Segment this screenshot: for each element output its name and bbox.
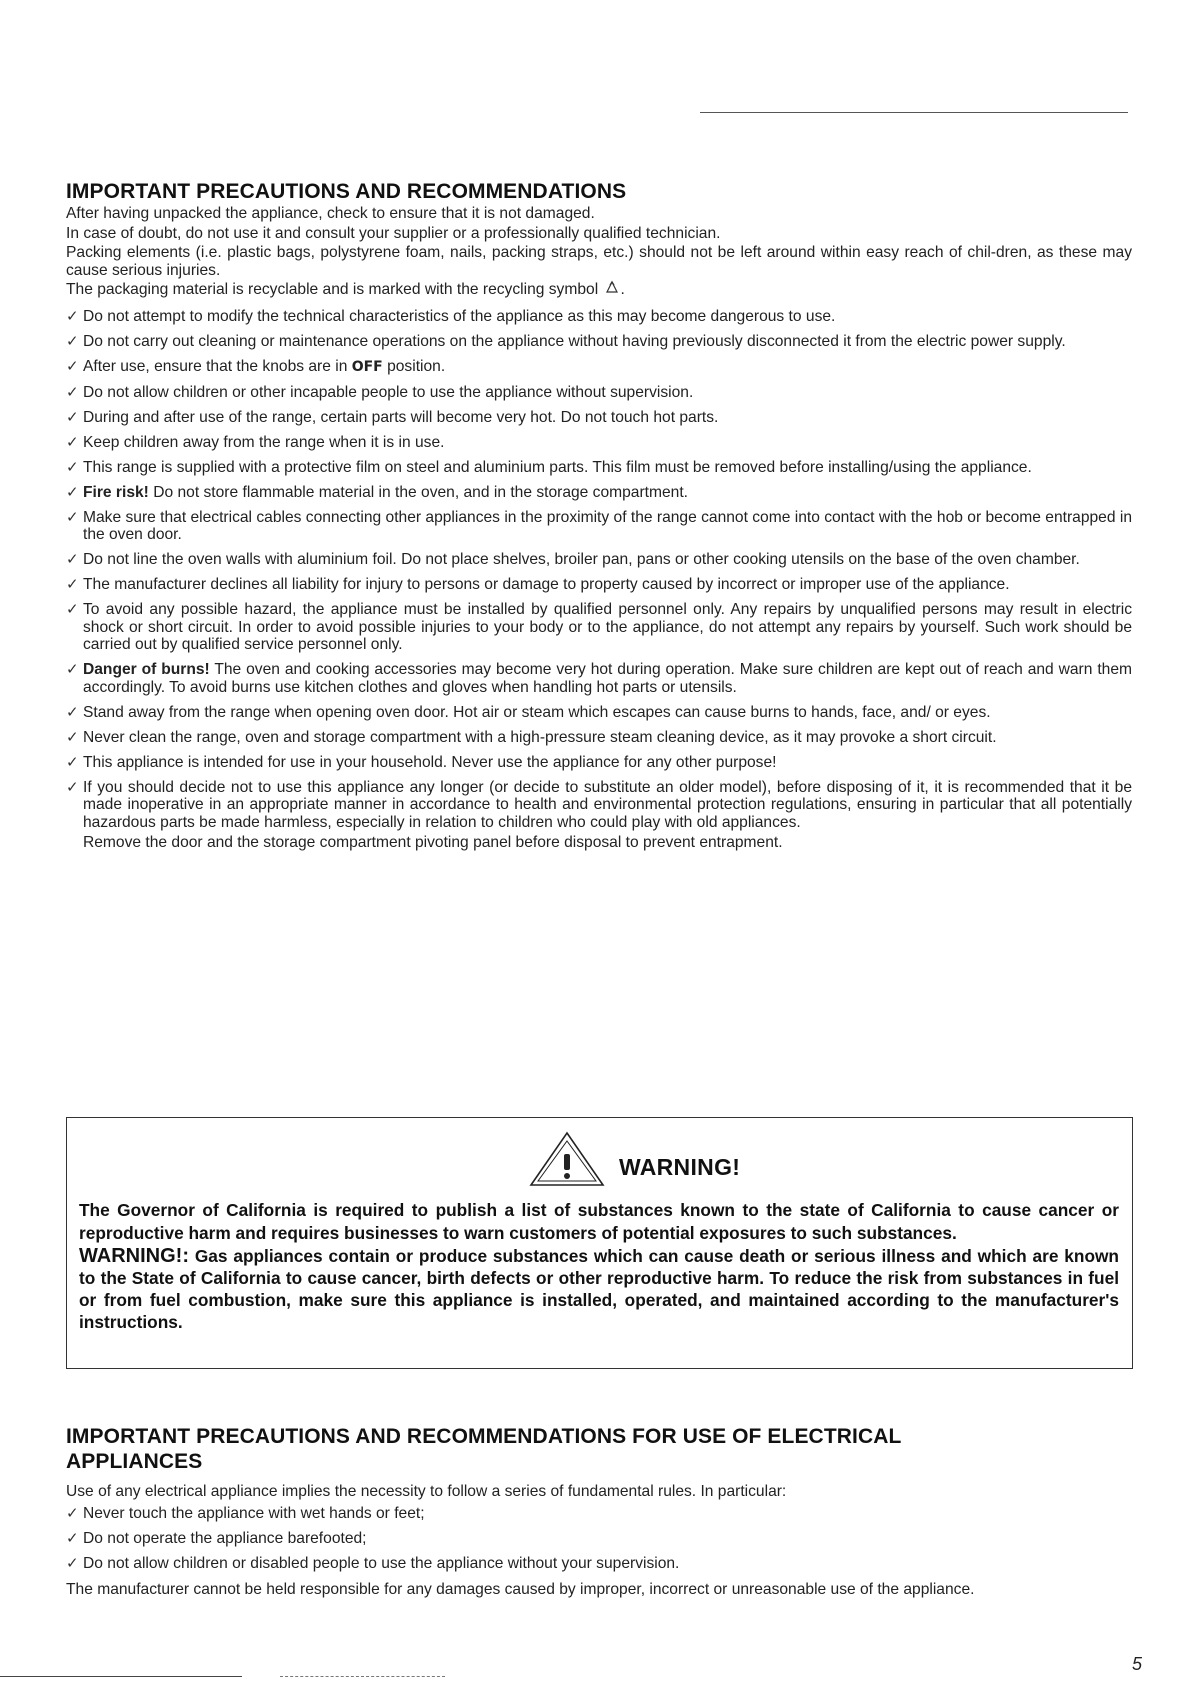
list-item: ✓ The manufacturer declines all liability for injury to persons or damage to property caused by incorrect or improper use of the appliance. bbox=[66, 576, 1010, 593]
list-item: ✓ Do not attempt to modify the technical characteristics of the appliance as this may become dangerous to use. bbox=[66, 307, 836, 325]
list-item: ✓ Do not allow children or other incapable people to use the appliance without supervision. bbox=[66, 383, 694, 401]
check-icon: ✓ bbox=[66, 458, 79, 476]
header-rule bbox=[700, 112, 1128, 113]
check-icon: ✓ bbox=[66, 601, 79, 618]
fire-risk-label: Fire risk! bbox=[83, 483, 149, 501]
list-item: ✓ If you should decide not to use this appliance any longer (or decide to substitute an older model), before disposing of it, it is recommended that it be made inoperative in an appropriate manner in accordance to health and environmental protection regulations, ensuring in particular that all potentially hazardous parts be made harmless, especially in relation to children who could play with old appliances. bbox=[66, 778, 1132, 831]
intro-line-3: Packing elements (i.e. plastic bags, polystyrene foam, nails, packing straps, etc.) should not be left around within easy reach of chil-dren, as these may cause serious injuries. bbox=[66, 244, 1132, 279]
check-icon: ✓ bbox=[66, 703, 79, 721]
check-icon: ✓ bbox=[66, 307, 79, 325]
check-icon: ✓ bbox=[66, 357, 79, 375]
check-icon: ✓ bbox=[66, 661, 79, 678]
list-item: ✓ Fire risk! Do not store flammable material in the oven, and in the storage compartment. bbox=[66, 483, 689, 501]
section-precautions bbox=[66, 180, 1132, 852]
electrical-intro: Use of any electrical appliance implies the necessity to follow a series of fundamental rules. In particular: bbox=[66, 1483, 787, 1500]
list-item: ✓ Never clean the range, oven and storage compartment with a high-pressure steam cleaning device, as it may provoke a short circuit. bbox=[66, 728, 997, 746]
page-number: 5 bbox=[1132, 1654, 1143, 1674]
electrical-list bbox=[66, 1504, 1132, 1574]
list-item: ✓ This range is supplied with a protective film on steel and aluminium parts. This film must be removed before installing/using the appliance. bbox=[66, 458, 1032, 476]
check-icon: ✓ bbox=[66, 508, 79, 526]
intro-line-2: In case of doubt, do not use it and consult your supplier or a professionally qualified technician. bbox=[66, 225, 721, 242]
warning-title: WARNING! bbox=[619, 1154, 741, 1180]
list-item: ✓ Keep children away from the range when it is in use. bbox=[66, 433, 445, 451]
list-item: ✓ Never touch the appliance with wet hands or feet; bbox=[66, 1505, 425, 1522]
intro-line-4: The packaging material is recyclable and is marked with the recycling symbol . bbox=[66, 281, 625, 298]
check-icon: ✓ bbox=[66, 1530, 79, 1547]
off-label: OFF bbox=[351, 358, 383, 375]
check-icon: ✓ bbox=[66, 383, 79, 401]
check-icon: ✓ bbox=[66, 1505, 79, 1522]
check-icon: ✓ bbox=[66, 332, 79, 350]
list-item: ✓ After use, ensure that the knobs are in OFF position. bbox=[66, 357, 446, 375]
section-title: IMPORTANT PRECAUTIONS AND RECOMMENDATIONS bbox=[66, 180, 627, 203]
list-item: ✓ Do not line the oven walls with aluminium foil. Do not place shelves, broiler pan, pans or other cooking utensils on the base of the oven chamber. bbox=[66, 551, 1080, 568]
list-item: ✓ Do not allow children or disabled people to use the appliance without your supervision. bbox=[66, 1555, 680, 1572]
footer-marks bbox=[280, 1676, 445, 1677]
intro-line-1: After having unpacked the appliance, check to ensure that it is not damaged. bbox=[66, 205, 595, 222]
recycle-icon bbox=[603, 280, 621, 298]
electrical-closing: The manufacturer cannot be held responsible for any damages caused by improper, incorrect or unreasonable use of the appliance. bbox=[66, 1581, 975, 1598]
warning-triangle-icon bbox=[527, 1130, 607, 1188]
warning-label: WARNING!: bbox=[79, 1245, 189, 1267]
section-electrical bbox=[66, 1424, 1132, 1600]
check-icon: ✓ bbox=[66, 576, 79, 593]
danger-of-burns-label: Danger of burns! bbox=[83, 661, 210, 678]
list-item: ✓ During and after use of the range, certain parts will become very hot. Do not touch hot parts. bbox=[66, 408, 719, 426]
check-icon: ✓ bbox=[66, 753, 79, 771]
warning-box bbox=[66, 1117, 1133, 1369]
footer-rule bbox=[0, 1676, 242, 1677]
check-icon: ✓ bbox=[66, 408, 79, 426]
check-icon: ✓ bbox=[66, 778, 79, 796]
list-item: ✓ Do not carry out cleaning or maintenance operations on the appliance without having previously disconnected it from the electric power supply. bbox=[66, 332, 1066, 350]
list-item: ✓ This appliance is intended for use in your household. Never use the appliance for any other purpose! bbox=[66, 753, 777, 771]
warning-paragraph-2: WARNING!: Gas appliances contain or produce substances which can cause death or serious illness and which are known to the State of California to cause cancer, birth defects or other reproductive harm. To reduce the risk from substances in fuel or from fuel combustion, make sure this appliance is installed, operated, and maintained according to the manufacturer's instructions. bbox=[79, 1245, 1119, 1332]
check-icon: ✓ bbox=[66, 551, 79, 568]
precautions-list bbox=[66, 308, 1132, 832]
list-item: ✓ Make sure that electrical cables connecting other appliances in the proximity of the range cannot come into contact with the hob or become entrapped in the oven door. bbox=[66, 508, 1132, 543]
warning-paragraph-1: The Governor of California is required to publish a list of substances known to the state of California to cause cancer or reproductive harm and requires businesses to warn customers of potential exposures to such substances. bbox=[79, 1200, 1119, 1243]
list-item: ✓ Do not operate the appliance barefooted; bbox=[66, 1530, 367, 1547]
section-title: IMPORTANT PRECAUTIONS AND RECOMMENDATIONS FOR USE OF ELECTRICAL APPLIANCES bbox=[66, 1425, 902, 1473]
disposal-note: Remove the door and the storage compartment pivoting panel before disposal to prevent entrapment. bbox=[83, 834, 783, 851]
list-item: ✓ Danger of burns! The oven and cooking accessories may become very hot during operation. Make sure children are kept out of reach and warn them accordingly. To avoid burns use kitchen clothes and gloves when handling hot parts or utensils. bbox=[66, 661, 1132, 696]
recycling-text: The packaging material is recyclable and is marked with the recycling symbol bbox=[66, 281, 599, 298]
check-icon: ✓ bbox=[66, 728, 79, 746]
check-icon: ✓ bbox=[66, 433, 79, 451]
check-icon: ✓ bbox=[66, 483, 79, 501]
list-item: ✓ Stand away from the range when opening oven door. Hot air or steam which escapes can cause burns to hands, face, and/ or eyes. bbox=[66, 703, 991, 721]
check-icon: ✓ bbox=[66, 1555, 79, 1572]
list-item: ✓ To avoid any possible hazard, the appliance must be installed by qualified personnel only. Any repairs by unqualified persons may result in electric shock or short circuit. In order to avoid possible injuries to your body or to the appliance, do not attempt any repairs by yourself. Such work should be carried out by qualified service personnel only. bbox=[66, 601, 1132, 653]
